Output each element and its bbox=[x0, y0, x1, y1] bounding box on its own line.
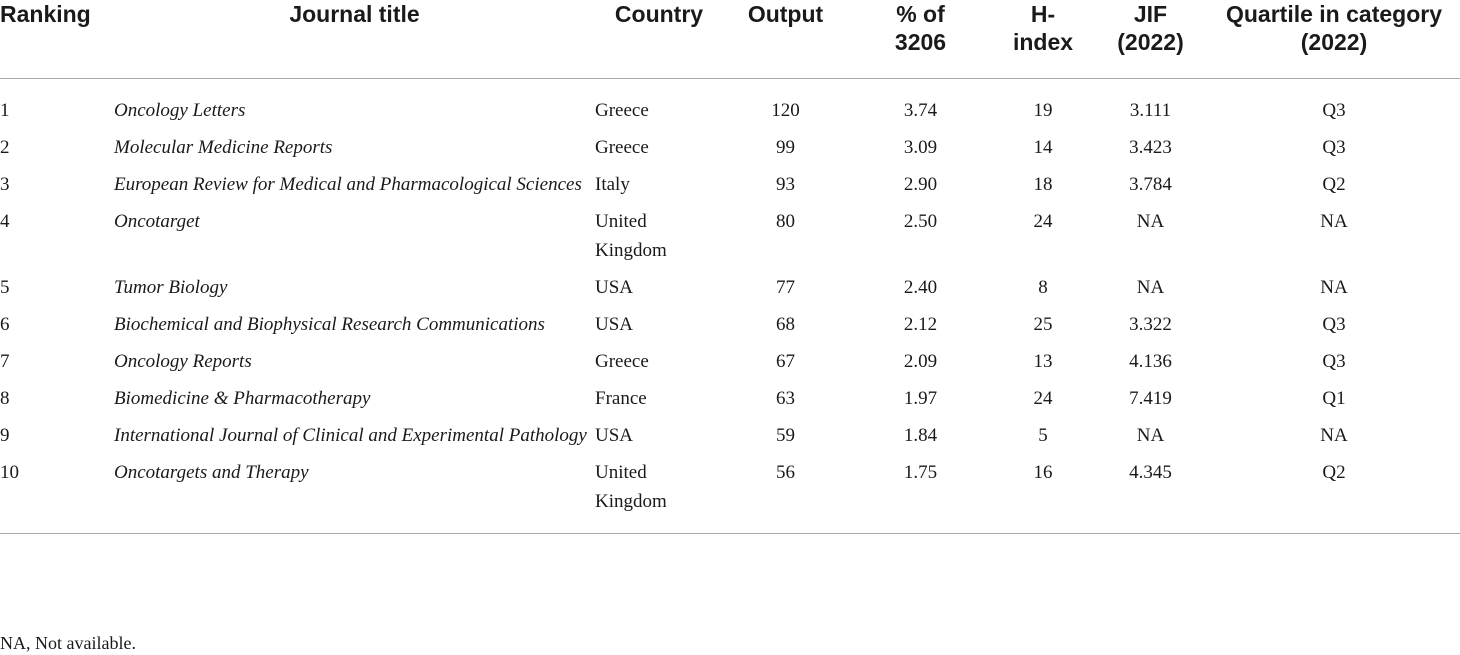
table-body bbox=[0, 79, 1460, 534]
cell-percent: 2.09 bbox=[903, 351, 938, 372]
cell-output: 120 bbox=[771, 100, 800, 121]
cell-quartile: Q1 bbox=[1322, 388, 1346, 409]
cell-hindex: 24 bbox=[1033, 388, 1053, 409]
header-percent-line2: 3206 bbox=[894, 29, 947, 55]
cell-quartile: Q3 bbox=[1322, 137, 1346, 158]
cell-country: Greece bbox=[595, 351, 649, 372]
header-hindex bbox=[993, 0, 1093, 79]
cell-hindex: 18 bbox=[1033, 174, 1053, 195]
cell-jif: 4.136 bbox=[1129, 351, 1172, 372]
cell-journal-title: Biochemical and Biophysical Research Communications bbox=[114, 314, 545, 335]
header-ranking: Ranking bbox=[0, 1, 91, 27]
header-quartile bbox=[1208, 0, 1460, 79]
cell-ranking: 4 bbox=[0, 211, 10, 232]
table-row bbox=[0, 384, 1460, 421]
cell-hindex: 5 bbox=[1038, 425, 1048, 446]
cell-percent: 1.84 bbox=[903, 425, 938, 446]
cell-hindex: 24 bbox=[1033, 211, 1053, 232]
cell-output: 93 bbox=[776, 174, 795, 195]
cell-country: USA bbox=[595, 314, 634, 335]
cell-percent: 1.97 bbox=[903, 388, 938, 409]
cell-jif: NA bbox=[1136, 277, 1165, 298]
cell-country: France bbox=[595, 388, 647, 409]
cell-output: 68 bbox=[776, 314, 795, 335]
cell-ranking: 9 bbox=[0, 425, 10, 446]
header-hindex-line1: H- bbox=[1030, 1, 1056, 27]
header-jif bbox=[1093, 0, 1208, 79]
table-row bbox=[0, 273, 1460, 310]
cell-ranking: 8 bbox=[0, 388, 10, 409]
cell-percent: 3.09 bbox=[903, 137, 938, 158]
cell-journal-title: Biomedicine & Pharmacotherapy bbox=[114, 388, 371, 409]
cell-percent: 2.50 bbox=[903, 211, 938, 232]
cell-quartile: Q3 bbox=[1322, 314, 1346, 335]
cell-country: United Kingdom bbox=[595, 462, 667, 512]
header-percent bbox=[848, 0, 993, 79]
header-quartile-line1: Quartile in category bbox=[1225, 1, 1442, 27]
cell-country: Greece bbox=[595, 137, 649, 158]
cell-jif: NA bbox=[1136, 211, 1165, 232]
cell-ranking: 10 bbox=[0, 462, 19, 483]
cell-ranking: 5 bbox=[0, 277, 10, 298]
header-country: Country bbox=[614, 1, 704, 27]
header-quartile-line2: (2022) bbox=[1300, 29, 1368, 55]
cell-hindex: 16 bbox=[1033, 462, 1053, 483]
cell-ranking: 3 bbox=[0, 174, 10, 195]
cell-country: USA bbox=[595, 277, 634, 298]
cell-country: United Kingdom bbox=[595, 211, 667, 261]
cell-percent: 1.75 bbox=[903, 462, 938, 483]
cell-hindex: 14 bbox=[1033, 137, 1053, 158]
cell-output: 67 bbox=[776, 351, 795, 372]
cell-ranking: 7 bbox=[0, 351, 10, 372]
cell-hindex: 13 bbox=[1033, 351, 1053, 372]
cell-percent: 3.74 bbox=[903, 100, 938, 121]
cell-jif: 7.419 bbox=[1129, 388, 1172, 409]
cell-journal-title: Tumor Biology bbox=[114, 277, 228, 298]
cell-journal-title: Oncology Reports bbox=[114, 351, 252, 372]
cell-journal-title: European Review for Medical and Pharmacological Sciences bbox=[114, 174, 582, 195]
table-row bbox=[0, 207, 1460, 273]
cell-country: Italy bbox=[595, 174, 630, 195]
header-jif-line1: JIF bbox=[1133, 1, 1168, 27]
table-row bbox=[0, 421, 1460, 458]
cell-output: 59 bbox=[776, 425, 795, 446]
table-row bbox=[0, 310, 1460, 347]
cell-journal-title: Oncotarget bbox=[114, 211, 200, 232]
cell-percent: 2.90 bbox=[903, 174, 938, 195]
cell-quartile: NA bbox=[1320, 277, 1348, 298]
table-row bbox=[0, 170, 1460, 207]
cell-hindex: 8 bbox=[1038, 277, 1048, 298]
cell-output: 63 bbox=[776, 388, 795, 409]
cell-jif: 4.345 bbox=[1129, 462, 1172, 483]
table-row bbox=[0, 347, 1460, 384]
table-row bbox=[0, 458, 1460, 534]
cell-journal-title: Molecular Medicine Reports bbox=[114, 137, 333, 158]
header-percent-line1: % of bbox=[896, 1, 945, 27]
cell-output: 56 bbox=[776, 462, 795, 483]
cell-ranking: 6 bbox=[0, 314, 10, 335]
cell-quartile: NA bbox=[1320, 211, 1348, 232]
cell-jif: 3.322 bbox=[1129, 314, 1172, 335]
header-output: Output bbox=[747, 1, 824, 27]
table-header bbox=[0, 0, 1460, 79]
cell-jif: 3.423 bbox=[1129, 137, 1172, 158]
cell-jif: NA bbox=[1136, 425, 1165, 446]
cell-country: USA bbox=[595, 425, 634, 446]
cell-output: 77 bbox=[776, 277, 795, 298]
cell-quartile: Q2 bbox=[1322, 462, 1346, 483]
cell-output: 99 bbox=[776, 137, 795, 158]
header-hindex-line2: index bbox=[1012, 29, 1074, 55]
cell-quartile: Q3 bbox=[1322, 351, 1346, 372]
table-row bbox=[0, 133, 1460, 170]
cell-journal-title: International Journal of Clinical and Experimental Pathology bbox=[114, 425, 587, 446]
cell-hindex: 25 bbox=[1033, 314, 1053, 335]
cell-ranking: 1 bbox=[0, 100, 10, 121]
cell-country: Greece bbox=[595, 100, 649, 121]
table-footnote: NA, Not available. bbox=[0, 633, 136, 653]
header-jif-line2: (2022) bbox=[1117, 29, 1184, 55]
cell-quartile: Q3 bbox=[1322, 100, 1346, 121]
cell-quartile: Q2 bbox=[1322, 174, 1346, 195]
cell-ranking: 2 bbox=[0, 137, 10, 158]
cell-percent: 2.40 bbox=[903, 277, 938, 298]
cell-percent: 2.12 bbox=[903, 314, 938, 335]
header-row bbox=[0, 0, 1460, 79]
cell-quartile: NA bbox=[1320, 425, 1348, 446]
cell-journal-title: Oncotargets and Therapy bbox=[114, 462, 309, 483]
cell-journal-title: Oncology Letters bbox=[114, 100, 246, 121]
header-journal-title: Journal title bbox=[289, 1, 420, 27]
cell-jif: 3.784 bbox=[1129, 174, 1172, 195]
cell-jif: 3.111 bbox=[1129, 100, 1172, 121]
cell-hindex: 19 bbox=[1033, 100, 1053, 121]
table-row bbox=[0, 79, 1460, 134]
cell-output: 80 bbox=[776, 211, 795, 232]
